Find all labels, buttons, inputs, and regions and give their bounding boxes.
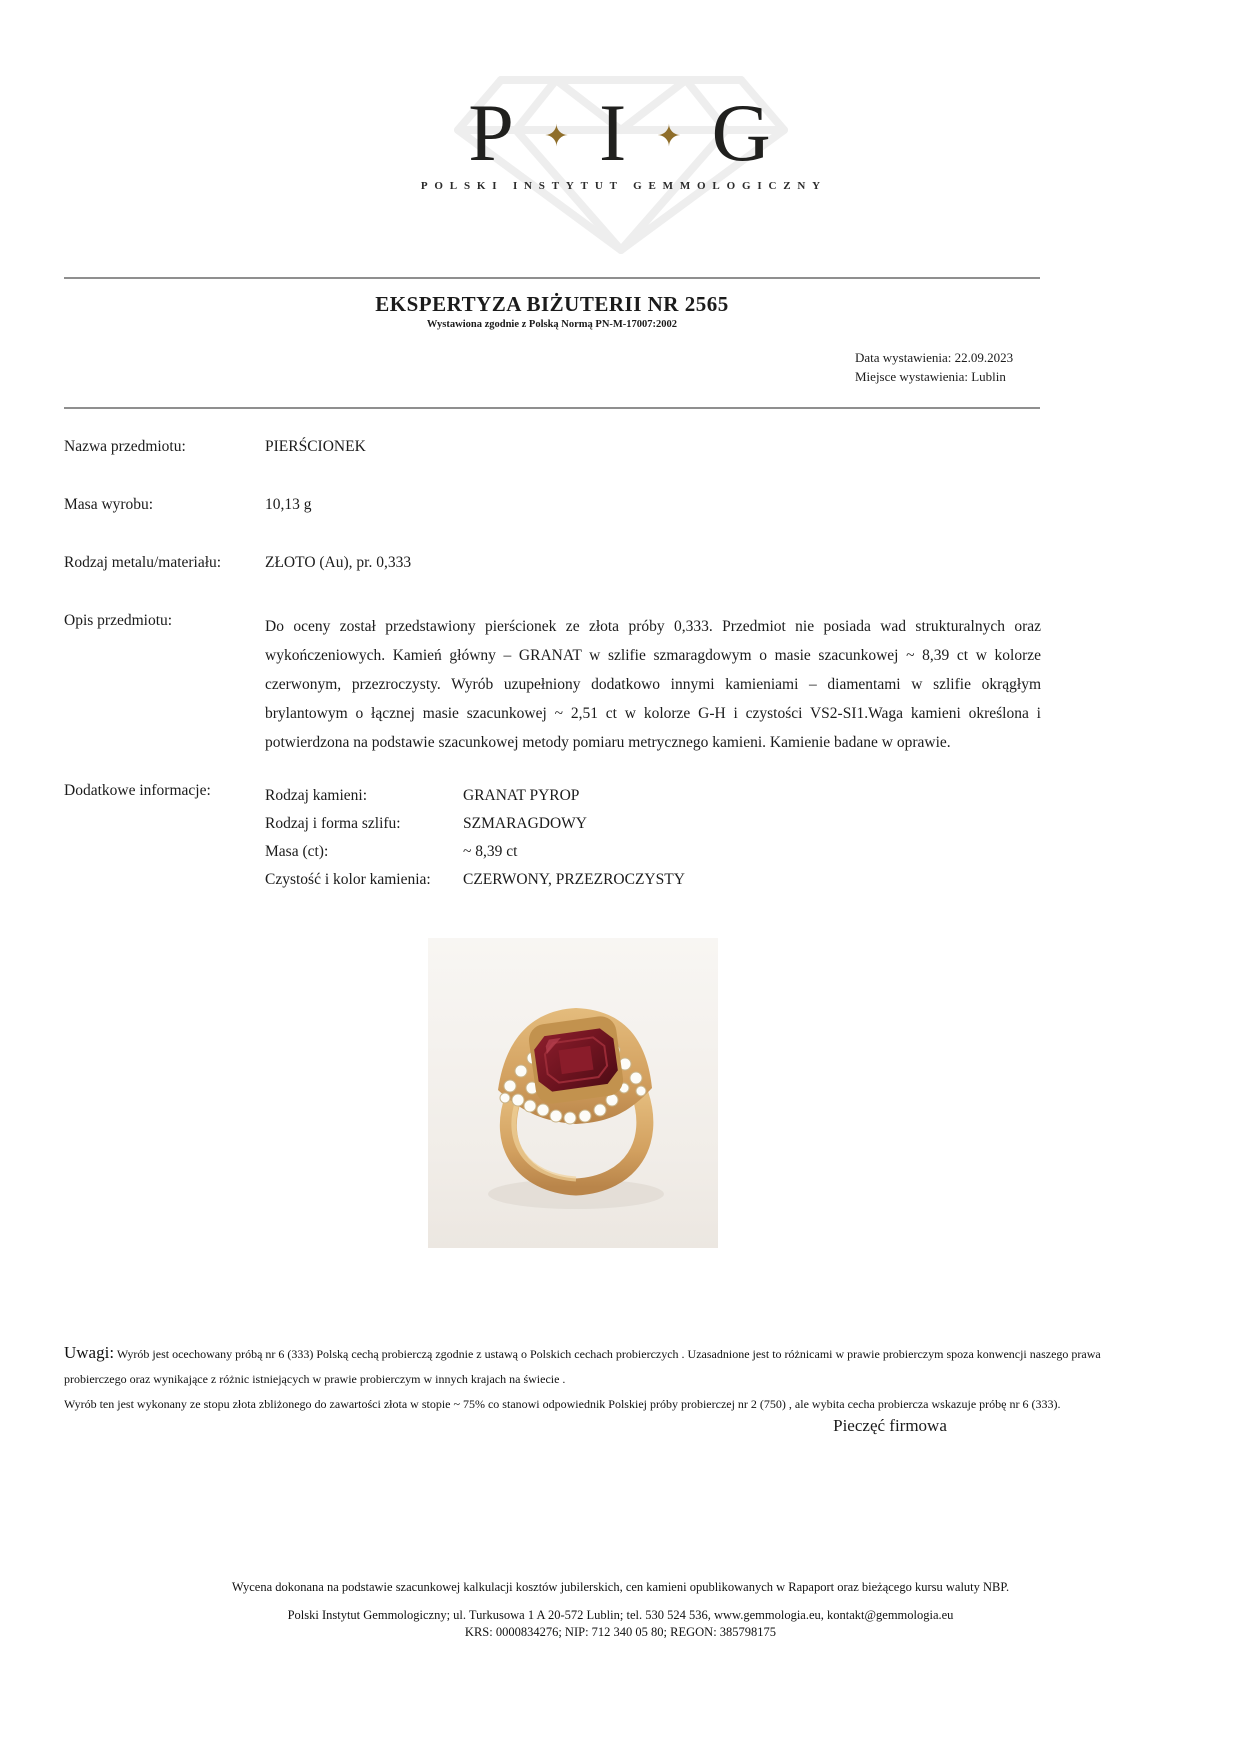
- issue-date: Data wystawienia: 22.09.2023: [855, 350, 1014, 365]
- field-label: Masa wyrobu:: [64, 496, 154, 513]
- divider-top: [64, 277, 1040, 279]
- certificate-header: [64, 292, 1040, 330]
- logo: [0, 0, 1241, 192]
- footer-address: Polski Instytut Gemmologiczny; ul. Turkusowa 1 A 20-572 Lublin; tel. 530 524 536, www.gemmologia.eu, kontakt@gemmologia.eu: [287, 1608, 954, 1622]
- remarks-paragraph-1: [64, 1340, 1126, 1392]
- info-row: [265, 810, 1041, 838]
- field-value: PIERŚCIONEK: [265, 438, 366, 455]
- field-row-name: [64, 438, 1041, 456]
- field-value: 10,13 g: [265, 496, 312, 513]
- logo-letter-p: P: [468, 87, 516, 178]
- info-value: GRANAT PYROP: [463, 787, 580, 804]
- ring-photo: [428, 938, 718, 1248]
- logo-letter-g: G: [711, 87, 773, 178]
- remarks-paragraph-2: Wyrób ten jest wykonany ze stopu złota zbliżonego do zawartości złota w stopie ~ 75% co stanowi odpowiednik Polskiej próby probierczej nr 2 (750) , ale wybita cecha probiercza wskazuje próbę nr 6 (333).: [64, 1397, 1061, 1411]
- certificate-subtitle: Wystawiona zgodnie z Polską Normą PN-M-17007:2002: [426, 319, 678, 330]
- footer-valuation-note: Wycena dokonana na podstawie szacunkowej kalkulacji kosztów jubilerskich, cen kamieni opublikowanych w Rapaport oraz bieżącego kursu waluty NBP.: [231, 1580, 1010, 1594]
- info-label: Rodzaj kamieni:: [265, 787, 368, 804]
- additional-info-table: [265, 782, 1041, 894]
- field-label: Rodzaj metalu/materiału:: [64, 554, 222, 571]
- info-row: [265, 866, 1041, 894]
- info-label: Czystość i kolor kamienia:: [265, 871, 431, 888]
- field-label: Opis przedmiotu:: [64, 612, 173, 629]
- footer-registry: KRS: 0000834276; NIP: 712 340 05 80; REGON: 385798175: [464, 1625, 777, 1639]
- remarks: [64, 1340, 1126, 1417]
- remarks-label: Uwagi:: [64, 1343, 115, 1362]
- logo-subtitle: POLSKI INSTYTUT GEMMOLOGICZNY: [420, 180, 827, 192]
- issue-place: Miejsce wystawienia: Lublin: [855, 369, 1006, 384]
- logo-star-icon: ✦: [543, 119, 572, 154]
- info-label: Rodzaj i forma szlifu:: [265, 815, 401, 832]
- info-row: [265, 782, 1041, 810]
- field-row-description: [64, 612, 1041, 757]
- field-value: Do oceny został przedstawiony pierścionek ze złota próby 0,333. Przedmiot nie posiada wad strukturalnych oraz wykończeniowych. Kamień główny – GRANAT w szlifie szmaragdowym o masie szacunkowej ~ 8,39 ct w kolorze czerwonym, przezroczysty. Wyrób uzupełniony dodatkowo innymi kamieniami – diamentami w szlifie okrągłym brylantowym o łącznej masie szacunkowej ~ 2,51 ct w kolorze G-H i czystości VS2-SI1.Waga kamieni określona i potwierdzona na podstawie szacunkowej metody pomiaru metrycznego kamieni. Kamienie badane w oprawie.: [265, 618, 1041, 751]
- stamp-label: Pieczęć firmowa: [833, 1416, 947, 1435]
- divider-header: [64, 407, 1040, 409]
- ring-illustration-icon: [428, 938, 718, 1248]
- additional-info: [64, 782, 1041, 894]
- field-value: ZŁOTO (Au), pr. 0,333: [265, 554, 412, 571]
- logo-letter-i: I: [599, 87, 629, 178]
- additional-info-label: Dodatkowe informacje:: [64, 782, 211, 799]
- info-value: SZMARAGDOWY: [463, 815, 587, 832]
- info-value: CZERWONY, PRZEZROCZYSTY: [463, 871, 685, 888]
- info-row: [265, 838, 1041, 866]
- info-value: ~ 8,39 ct: [463, 843, 518, 860]
- certificate-title: EKSPERTYZA BIŻUTERII NR 2565: [375, 292, 729, 316]
- issue-info: [855, 348, 1013, 386]
- field-row-mass: [64, 496, 1041, 514]
- logo-letters: [0, 87, 1241, 178]
- info-label: Masa (ct):: [265, 843, 329, 860]
- remarks-text-1: Wyrób jest ocechowany próbą nr 6 (333) Polską cechą probierczą zgodnie z ustawą o Polskich cechach probierczych . Uzasadnione jest to różnicami w prawie probierczym spoza konwencji naszego prawa probierczego oraz wynikające z różnic istniejących w prawie probierczym w innych krajach na świecie .: [64, 1347, 1101, 1386]
- field-row-metal: [64, 554, 1041, 572]
- garnet-stone: [527, 1014, 625, 1105]
- field-label: Nazwa przedmiotu:: [64, 438, 186, 455]
- logo-star-icon: ✦: [656, 119, 684, 154]
